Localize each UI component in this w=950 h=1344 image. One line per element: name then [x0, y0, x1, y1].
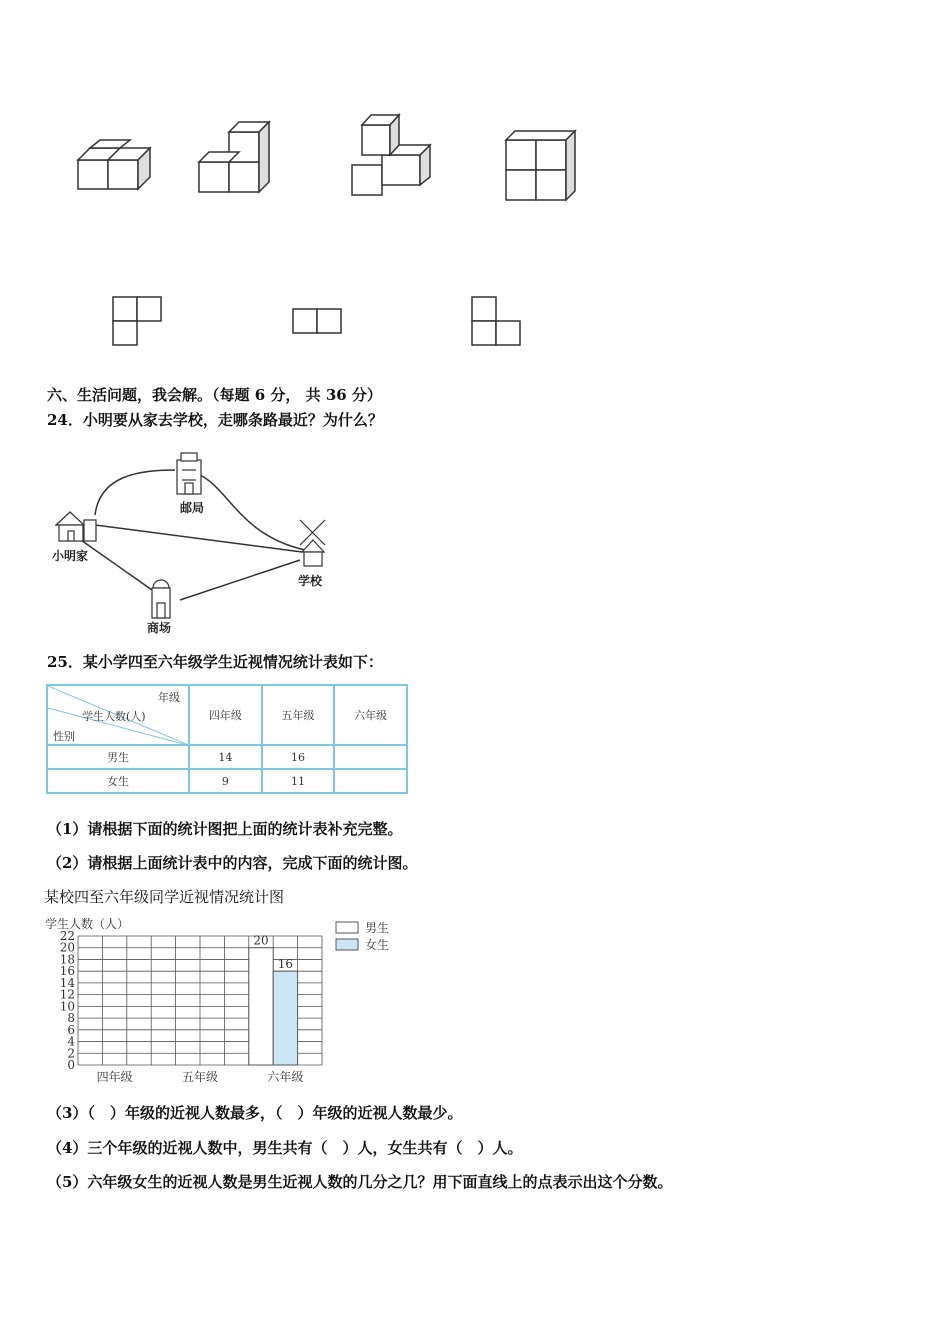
chart-title: 某校四至六年级同学近视情况统计图: [44, 888, 285, 906]
y-tick-label: 0: [67, 1058, 75, 1072]
view-figure-1: [113, 297, 161, 345]
legend-label: 男生: [365, 921, 390, 935]
y-tick-label: 4: [67, 1034, 75, 1049]
chart-legend: [336, 920, 389, 952]
post-office-label: 邮局: [180, 501, 205, 515]
chart-yticks: [60, 929, 76, 1072]
sub-question-2: （2）请根据上面统计表中的内容，完成下面的统计图。: [47, 854, 418, 872]
route-mall-school: [180, 560, 300, 600]
vision-bar-chart: [40, 912, 420, 1087]
cell-empty[interactable]: [334, 769, 407, 793]
sub-question-3: （3）（ ）年级的近视人数最多，（ ）年级的近视人数最少。: [47, 1104, 463, 1122]
y-tick-label: 18: [59, 952, 75, 967]
cell: 14: [189, 745, 262, 769]
x-tick-label: 五年级: [181, 1070, 219, 1084]
table-row-boys: [47, 745, 407, 769]
question-24: 24．小明要从家去学校，走哪条路最近？为什么？: [47, 411, 383, 429]
y-tick-label: 20: [59, 940, 75, 955]
cube-figure-3: [352, 115, 430, 195]
view-figure-3: [472, 297, 520, 345]
cube-figure-4: [506, 131, 575, 200]
section-title: 六、生活问题，我会解。（每题 6 分， 共 36 分）: [47, 386, 382, 404]
col-header-4: 四年级: [189, 685, 262, 745]
bar-女生: [273, 971, 297, 1065]
sub-question-5: （5）六年级女生的近视人数是男生近视人数的几分之几？用下面直线上的点表示出这个分数。: [47, 1173, 673, 1191]
row-label: 女生: [47, 769, 189, 793]
route-home-school: [95, 525, 302, 552]
y-tick-label: 6: [67, 1022, 75, 1037]
bar-value-label: 20: [253, 933, 269, 948]
header-grade: 年级: [158, 691, 180, 704]
legend-label: 女生: [365, 938, 390, 952]
school-label: 学校: [298, 574, 323, 588]
legend-swatch: [336, 939, 358, 950]
y-tick-label: 16: [59, 964, 75, 979]
post-office-icon: [177, 453, 201, 494]
y-tick-label: 22: [59, 929, 75, 943]
vision-stat-table: [46, 684, 408, 794]
cube-figure-2: [199, 122, 269, 192]
chart-bars: [249, 934, 298, 1065]
header-students: 学生人数(人): [82, 710, 146, 723]
sub-question-4: （4）三个年级的近视人数中，男生共有（ ）人，女生共有（ ）人。: [47, 1139, 523, 1157]
route-home-mall: [78, 538, 152, 590]
cube-figures: [0, 100, 950, 220]
table-header-diagonal: [47, 685, 189, 745]
school-icon: [300, 520, 325, 566]
y-tick-label: 8: [67, 1011, 75, 1026]
y-tick-label: 10: [59, 999, 75, 1014]
row-label: 男生: [47, 745, 189, 769]
x-tick-label: 四年级: [96, 1070, 133, 1084]
route-map: [40, 440, 360, 640]
route-home-post: [95, 470, 175, 515]
home-label: 小明家: [52, 549, 89, 563]
sub-question-1: （1）请根据下面的统计图把上面的统计表补充完整。: [47, 820, 403, 838]
view-figure-2: [293, 309, 341, 333]
col-header-5: 五年级: [262, 685, 335, 745]
y-tick-label: 14: [59, 975, 75, 990]
cell: 11: [262, 769, 335, 793]
cube-figure-1: [78, 140, 150, 189]
mall-icon: [152, 580, 170, 618]
question-25: 25．某小学四至六年级学生近视情况统计表如下：: [47, 653, 383, 671]
col-header-6: 六年级: [334, 685, 407, 745]
bar-男生: [249, 948, 273, 1065]
x-tick-label: 六年级: [267, 1070, 304, 1084]
bar-value-label: 16: [277, 957, 294, 972]
legend-swatch: [336, 922, 358, 933]
header-gender: 性别: [53, 730, 75, 743]
house-icon: [56, 512, 96, 541]
mall-label: 商场: [147, 621, 172, 635]
route-post-school: [200, 475, 305, 550]
cell-empty[interactable]: [334, 745, 407, 769]
chart-xlabels: [97, 1069, 304, 1084]
cell: 16: [262, 745, 335, 769]
chart-ylabel: 学生人数（人）: [45, 917, 130, 931]
view-figures: [0, 290, 950, 350]
y-tick-label: 12: [59, 987, 75, 1002]
y-tick-label: 2: [67, 1046, 75, 1061]
cell: 9: [189, 769, 262, 793]
table-row-girls: [47, 769, 407, 793]
